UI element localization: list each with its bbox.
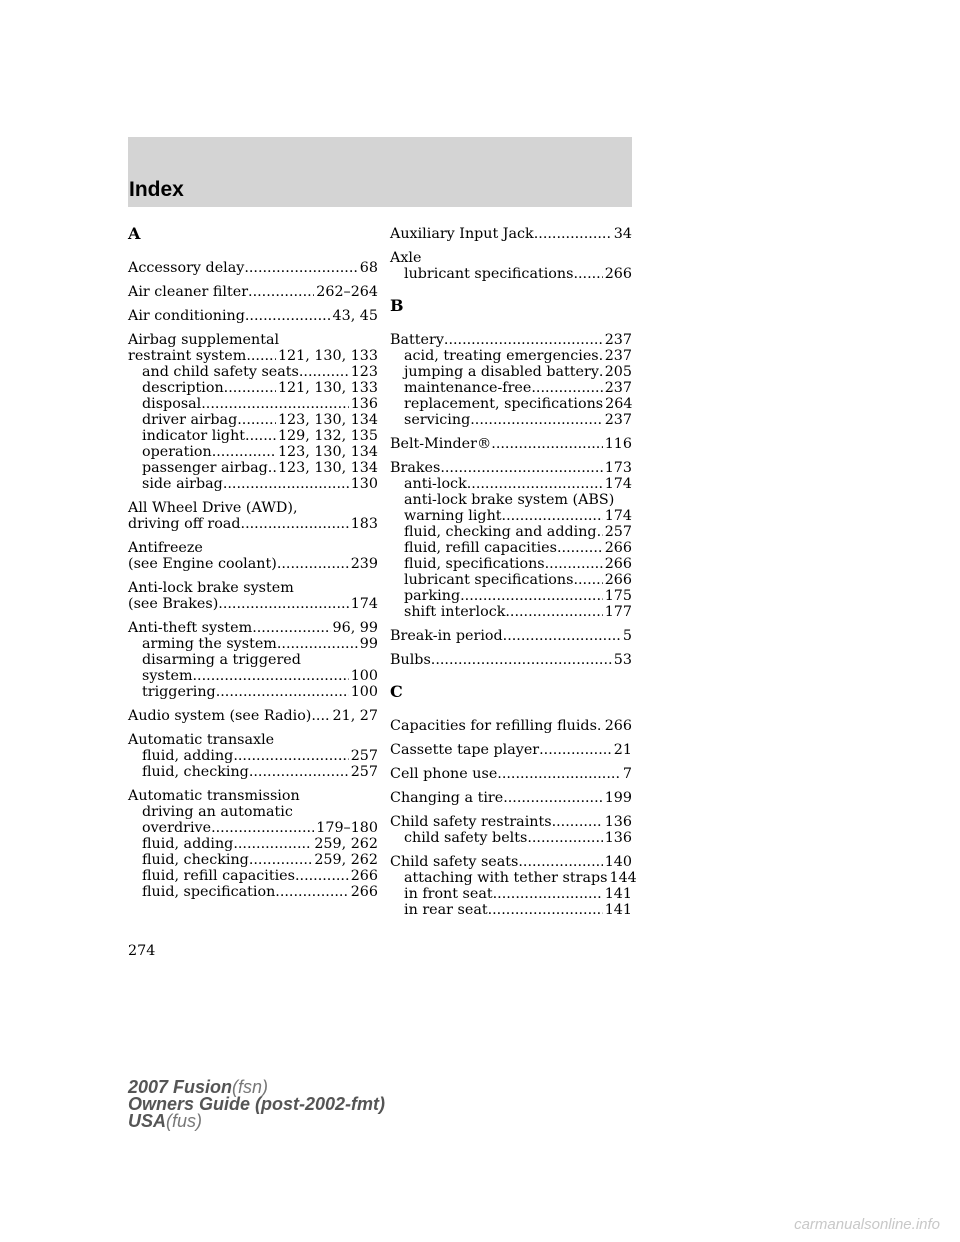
index-subentry: [128, 748, 378, 764]
page-reference: 266: [604, 718, 632, 734]
entry-text: Air conditioning: [128, 308, 245, 324]
index-subentry: [128, 868, 378, 884]
entry-text: Bulbs: [390, 652, 431, 668]
dot-leader: [211, 820, 314, 836]
dot-leader: [212, 444, 276, 460]
entry-text: driver airbag: [142, 412, 238, 428]
entry-text: operation: [142, 444, 212, 460]
page-reference: 266: [604, 572, 632, 588]
dot-leader: [573, 266, 602, 282]
entry-text: description: [142, 380, 224, 396]
index-entry: [390, 436, 632, 452]
index-line: [390, 766, 632, 782]
dot-leader: [249, 764, 349, 780]
entry-text: fluid, adding: [142, 748, 234, 764]
dot-leader: [518, 854, 602, 870]
page-reference: 116: [604, 436, 632, 452]
entry-text: in front seat: [404, 886, 493, 902]
page-reference: 123, 130, 134: [277, 412, 378, 428]
entry-text: driving off road: [128, 516, 241, 532]
page-reference: 121, 130, 133: [277, 380, 378, 396]
page-reference: 266: [604, 540, 632, 556]
index-column-left: [128, 226, 378, 908]
dot-leader: [491, 436, 602, 452]
index-entry: [128, 708, 378, 724]
page-reference: 237: [604, 332, 632, 348]
index-line: [128, 556, 378, 572]
index-subentry: [128, 428, 378, 444]
page-reference: 123, 130, 134: [277, 444, 378, 460]
entry-text: disarming a triggered: [142, 652, 301, 668]
page-title: Index: [129, 178, 184, 201]
entry-text: warning light: [404, 508, 502, 524]
dot-leader: [216, 684, 349, 700]
dot-leader: [503, 628, 621, 644]
index-subentry: [390, 364, 632, 380]
entry-text: driving an automatic: [142, 804, 293, 820]
page-reference: 53: [613, 652, 632, 668]
page-reference: 129, 132, 135: [277, 428, 378, 444]
entry-text: Anti-lock brake system: [128, 580, 294, 596]
dot-leader: [552, 814, 603, 830]
index-subentry: [390, 348, 632, 364]
dot-leader: [245, 428, 276, 444]
dot-leader: [545, 556, 603, 572]
page-reference: 179–180: [316, 820, 378, 836]
index-subentry: [128, 412, 378, 428]
index-line: [390, 250, 632, 266]
index-entry: [128, 580, 378, 612]
dot-leader: [218, 596, 348, 612]
index-entry: [390, 460, 632, 620]
page-reference: 34: [613, 226, 632, 242]
page-reference: 257: [350, 748, 378, 764]
entry-text: fluid, checking: [142, 764, 249, 780]
index-subentry: [128, 460, 378, 476]
index-subentry: [390, 870, 637, 886]
page-reference: 183: [350, 516, 378, 532]
entry-text: Battery: [390, 332, 444, 348]
index-subentry: [390, 266, 632, 282]
index-line: [390, 628, 632, 644]
dot-leader: [502, 508, 603, 524]
index-subentry: [128, 364, 378, 380]
watermark: carmanualsonline.info: [794, 1216, 940, 1233]
page-reference: 266: [604, 266, 632, 282]
page-reference: 43, 45: [332, 308, 378, 324]
page-reference: 264: [605, 396, 633, 412]
dot-leader: [233, 748, 348, 764]
page-reference: 174: [604, 508, 632, 524]
index-entry: [390, 790, 632, 806]
page-reference: 239: [350, 556, 378, 572]
entry-text: and child safety seats: [142, 364, 299, 380]
index-line: [128, 260, 378, 276]
page-reference: 96, 99: [332, 620, 378, 636]
page-reference: 237: [604, 348, 632, 364]
page-reference: 123, 130, 134: [277, 460, 378, 476]
entry-text: replacement, specifications: [404, 396, 604, 412]
page-reference: 100: [350, 684, 378, 700]
dot-leader: [505, 604, 602, 620]
index-subentry: [390, 556, 632, 572]
entry-text: side airbag: [142, 476, 223, 492]
dot-leader: [233, 836, 312, 852]
index-line: [128, 284, 378, 300]
page-reference: 130: [350, 476, 378, 492]
dot-leader: [245, 308, 331, 324]
index-subentry: [128, 652, 378, 668]
index-subentry: [390, 902, 632, 918]
index-line: [390, 814, 632, 830]
footer-market: USA: [128, 1111, 167, 1131]
index-line: [128, 708, 378, 724]
dot-leader: [295, 868, 349, 884]
dot-leader: [268, 460, 276, 476]
index-line: [390, 742, 632, 758]
footer-imprint: [128, 1079, 385, 1130]
index-subentry: [128, 764, 378, 780]
page-reference: 237: [604, 380, 632, 396]
index-subentry: [390, 396, 632, 412]
index-column-right: [390, 226, 637, 926]
entry-text: Anti-theft system: [128, 620, 253, 636]
index-subentry: [128, 396, 378, 412]
index-entry: [128, 332, 378, 492]
page-reference: 21, 27: [332, 708, 378, 724]
index-entry: [128, 500, 378, 532]
entry-text: child safety belts: [404, 830, 528, 846]
index-subentry: [390, 830, 632, 846]
index-subentry: [390, 588, 632, 604]
index-subentry: [128, 636, 378, 652]
entry-text: attaching with tether straps: [404, 870, 608, 886]
index-subentry: [390, 540, 632, 556]
index-entry: [128, 788, 378, 900]
dot-leader: [488, 902, 603, 918]
index-subentry: [128, 836, 378, 852]
entry-text: fluid, refill capacities: [142, 868, 295, 884]
dot-leader: [497, 766, 621, 782]
page-reference: 266: [350, 868, 378, 884]
entry-text: indicator light: [142, 428, 246, 444]
index-entry: [128, 540, 378, 572]
index-line: [390, 436, 632, 452]
dot-leader: [470, 412, 602, 428]
footer-market-code: (fus): [166, 1111, 203, 1131]
entry-text: fluid, refill capacities: [404, 540, 557, 556]
dot-leader: [244, 260, 357, 276]
dot-leader: [460, 588, 603, 604]
index-entry: [390, 742, 632, 758]
page-reference: 141: [604, 902, 632, 918]
footer-guide: Owners Guide (post-2002-fmt): [128, 1094, 386, 1114]
entry-text: Break-in period: [390, 628, 503, 644]
entry-text: Automatic transaxle: [128, 732, 275, 748]
dot-leader: [440, 460, 602, 476]
index-subentry: [128, 684, 378, 700]
entry-text: fluid, adding: [142, 836, 234, 852]
dot-leader: [527, 830, 602, 846]
entry-text: maintenance-free: [404, 380, 532, 396]
index-subentry: [128, 884, 378, 900]
page-reference: 100: [350, 668, 378, 684]
dot-leader: [275, 884, 348, 900]
entry-text: Belt-Minder®: [390, 436, 492, 452]
entry-text: Brakes: [390, 460, 441, 476]
dot-leader: [246, 348, 276, 364]
dot-leader: [503, 790, 603, 806]
page-reference: 136: [604, 814, 632, 830]
index-subentry: [128, 380, 378, 396]
page-reference: 257: [604, 524, 632, 540]
page-reference: 173: [604, 460, 632, 476]
dot-leader: [299, 364, 349, 380]
page-reference: 123: [350, 364, 378, 380]
dot-leader: [201, 396, 348, 412]
index-line: [128, 516, 378, 532]
page-reference: 259, 262: [314, 836, 378, 852]
entry-text: servicing: [404, 412, 471, 428]
entry-text: Cell phone use: [390, 766, 498, 782]
dot-leader: [431, 652, 612, 668]
index-entry: [128, 260, 378, 276]
entry-text: Audio system (see Radio): [128, 708, 312, 724]
index-subentry: [128, 852, 378, 868]
dot-leader: [252, 620, 330, 636]
dot-leader: [573, 572, 602, 588]
dot-leader: [557, 540, 603, 556]
index-entry: [390, 652, 632, 668]
entry-text: shift interlock: [404, 604, 506, 620]
index-line: [390, 226, 632, 242]
entry-text: Capacities for refilling fluids: [390, 718, 597, 734]
index-line: [390, 332, 632, 348]
index-subentry: [128, 668, 378, 684]
dot-leader: [467, 476, 603, 492]
entry-text: restraint system: [128, 348, 247, 364]
index-line: [128, 540, 378, 556]
page-reference: 175: [604, 588, 632, 604]
page-reference: 257: [350, 764, 378, 780]
entry-text: system: [142, 668, 193, 684]
entry-text: in rear seat: [404, 902, 488, 918]
index-line: [390, 460, 632, 476]
index-line: [390, 790, 632, 806]
page-reference: 144: [609, 870, 637, 886]
index-line: [128, 596, 378, 612]
index-subentry: [390, 492, 632, 508]
dot-leader: [493, 886, 603, 902]
entry-text: (see Engine coolant): [128, 556, 277, 572]
index-subentry: [128, 804, 378, 820]
page-reference: 199: [604, 790, 632, 806]
index-entry: [390, 718, 632, 734]
index-line: [128, 620, 378, 636]
entry-text: Child safety seats: [390, 854, 519, 870]
entry-text: fluid, checking: [142, 852, 249, 868]
page-reference: 259, 262: [314, 852, 378, 868]
index-line: [390, 652, 632, 668]
dot-leader: [531, 380, 602, 396]
entry-text: jumping a disabled battery: [404, 364, 599, 380]
page-reference: 177: [604, 604, 632, 620]
index-line: [128, 308, 378, 324]
index-subentry: [128, 444, 378, 460]
page-reference: 5: [622, 628, 632, 644]
entry-text: acid, treating emergencies: [404, 348, 599, 364]
index-entry: [390, 250, 632, 282]
entry-text: disposal: [142, 396, 202, 412]
index-subentry: [390, 572, 632, 588]
entry-text: fluid, checking and adding: [404, 524, 597, 540]
entry-text: triggering: [142, 684, 216, 700]
page-reference: 7: [622, 766, 632, 782]
index-line: [128, 788, 378, 804]
dot-leader: [248, 284, 314, 300]
page-reference: 68: [359, 260, 378, 276]
footer-model-code: (fsn): [232, 1077, 269, 1097]
page-number: 274: [128, 943, 156, 959]
entry-text: Antifreeze: [128, 540, 203, 556]
entry-text: Automatic transmission: [128, 788, 300, 804]
entry-text: Accessory delay: [128, 260, 245, 276]
entry-text: fluid, specifications: [404, 556, 545, 572]
index-entry: [128, 308, 378, 324]
entry-text: arming the system: [142, 636, 277, 652]
page-reference: 174: [350, 596, 378, 612]
entry-text: fluid, specification: [142, 884, 276, 900]
page-reference: 266: [604, 556, 632, 572]
index-line: [128, 332, 378, 348]
index-subentry: [390, 380, 632, 396]
page-reference: 136: [604, 830, 632, 846]
index-entry: [128, 732, 378, 780]
dot-leader: [224, 380, 276, 396]
index-subentry: [390, 412, 632, 428]
entry-text: Changing a tire: [390, 790, 504, 806]
index-line: [128, 500, 378, 516]
index-line: [390, 718, 632, 734]
entry-text: lubricant specifications: [404, 572, 574, 588]
dot-leader: [193, 668, 349, 684]
dot-leader: [241, 516, 349, 532]
entry-text: Cassette tape player: [390, 742, 540, 758]
entry-text: Air cleaner filter: [128, 284, 249, 300]
entry-text: passenger airbag: [142, 460, 268, 476]
page-reference: 205: [604, 364, 632, 380]
page-reference: 99: [359, 636, 378, 652]
index-entry: [390, 766, 632, 782]
dot-leader: [237, 412, 276, 428]
entry-text: anti-lock brake system (ABS): [404, 492, 615, 508]
dot-leader: [539, 742, 612, 758]
entry-text: lubricant specifications: [404, 266, 574, 282]
page-reference: 266: [350, 884, 378, 900]
section-letter: C: [390, 682, 403, 701]
page-reference: 121, 130, 133: [277, 348, 378, 364]
index-subentry: [128, 476, 378, 492]
entry-text: Axle: [390, 250, 422, 266]
index-entry: [390, 854, 637, 918]
index-entry: [390, 226, 632, 242]
index-entry: [128, 284, 378, 300]
page-reference: 21: [613, 742, 632, 758]
dot-leader: [277, 636, 358, 652]
dot-leader: [223, 476, 349, 492]
page-reference: 262–264: [316, 284, 378, 300]
section-letter: A: [128, 224, 141, 243]
dot-leader: [277, 556, 349, 572]
index-subentry: [390, 508, 632, 524]
entry-text: parking: [404, 588, 461, 604]
page-reference: 174: [604, 476, 632, 492]
page-reference: 140: [604, 854, 632, 870]
header-band: [128, 137, 632, 207]
entry-text: overdrive: [142, 820, 212, 836]
page-reference: 141: [604, 886, 632, 902]
index-subentry: [390, 886, 632, 902]
index-entry: [390, 628, 632, 644]
index-line: [128, 348, 378, 364]
page-reference: 136: [350, 396, 378, 412]
entry-text: Child safety restraints: [390, 814, 552, 830]
dot-leader: [444, 332, 603, 348]
index-line: [128, 732, 378, 748]
entry-text: Airbag supplemental: [128, 332, 280, 348]
section-letter: B: [390, 296, 404, 315]
footer-model: 2007 Fusion: [128, 1077, 233, 1097]
dot-leader: [249, 852, 312, 868]
entry-text: All Wheel Drive (AWD),: [128, 500, 298, 516]
index-entry: [390, 814, 632, 846]
page-reference: 237: [604, 412, 632, 428]
entry-text: Auxiliary Input Jack: [390, 226, 534, 242]
dot-leader: [311, 708, 330, 724]
index-line: [128, 580, 378, 596]
index-line: [390, 854, 632, 870]
index-subentry: [390, 604, 632, 620]
dot-leader: [534, 226, 612, 242]
entry-text: (see Brakes): [128, 596, 219, 612]
index-entry: [390, 332, 632, 428]
index-subentry: [390, 524, 632, 540]
index-subentry: [390, 476, 632, 492]
index-subentry: [128, 820, 378, 836]
entry-text: anti-lock: [404, 476, 467, 492]
index-entry: [128, 620, 378, 700]
